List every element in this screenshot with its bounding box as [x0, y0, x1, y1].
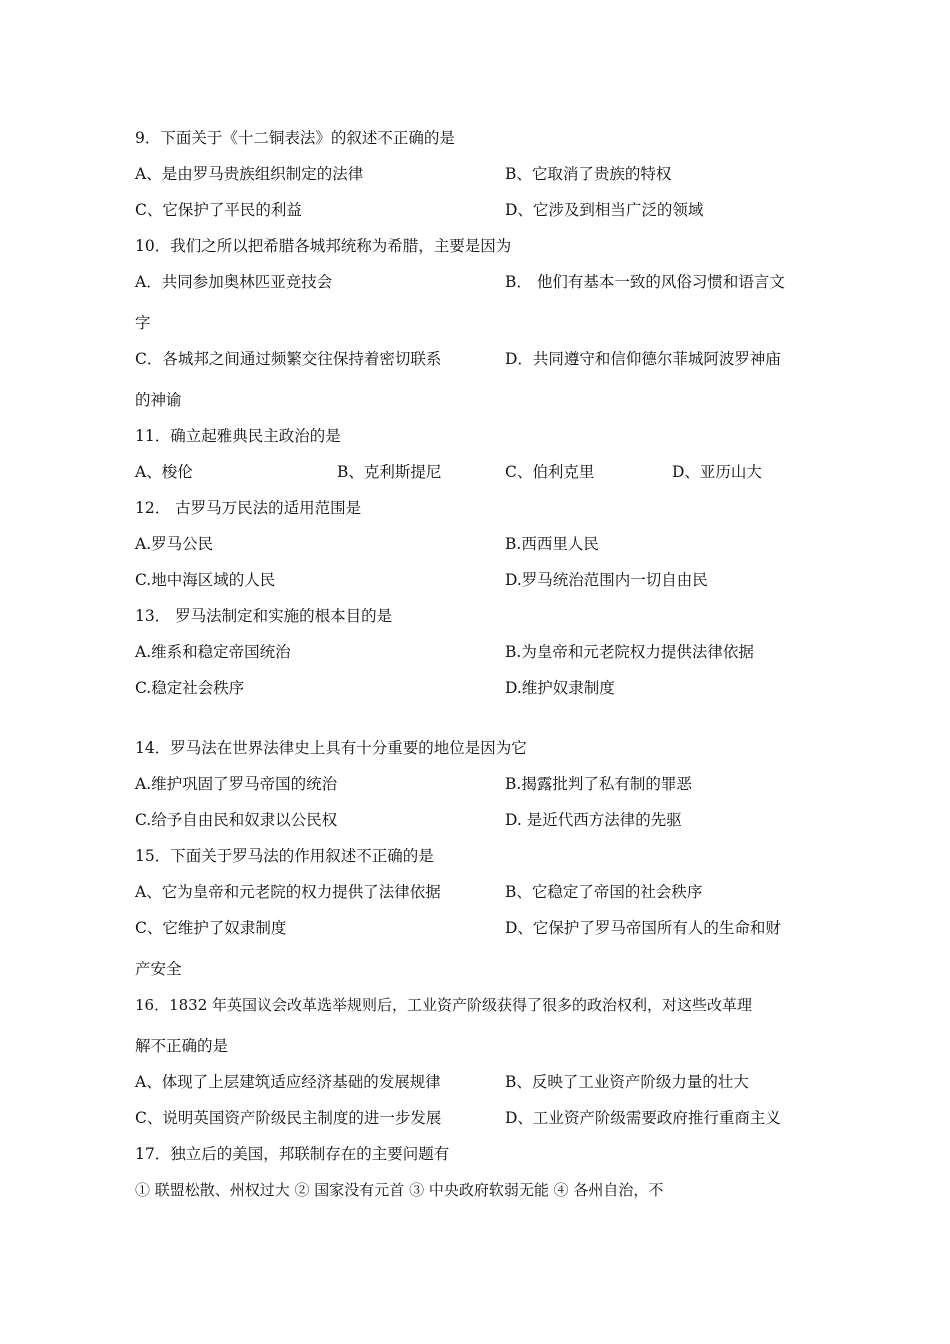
- question-11-option-d: D、亚历山大: [672, 463, 762, 481]
- question-16-option-b: B、反映了工业资产阶级力量的壮大: [505, 1073, 749, 1091]
- question-17-items: ① 联盟松散、州权过大 ② 国家没有元首 ③ 中央政府软弱无能 ④ 各州自治，不: [135, 1181, 664, 1199]
- question-17-stem: 17．独立后的美国，邦联制存在的主要问题有: [135, 1145, 450, 1163]
- question-14-option-b: B.揭露批判了私有制的罪恶: [505, 775, 692, 793]
- question-11-option-a: A、梭伦: [135, 463, 193, 481]
- question-11-stem: 11．确立起雅典民主政治的是: [135, 427, 341, 445]
- question-10-option-b: B． 他们有基本一致的风俗习惯和语言文: [505, 273, 785, 291]
- question-15-option-d-continued: 产安全: [135, 960, 182, 978]
- question-12-stem: 12． 古罗马万民法的适用范围是: [135, 499, 362, 517]
- question-9-option-b: B、它取消了贵族的特权: [505, 165, 672, 183]
- question-9-stem: 9．下面关于《十二铜表法》的叙述不正确的是: [135, 129, 455, 147]
- question-11-option-c: C、伯利克里: [505, 463, 595, 481]
- question-14-option-c: C.给予自由民和奴隶以公民权: [135, 811, 338, 829]
- question-16-stem: 16．1832 年英国议会改革选举规则后，工业资产阶级获得了很多的政治权利，对这些改革理: [135, 996, 753, 1014]
- question-13-option-a: A.维系和稳定帝国统治: [135, 643, 291, 661]
- question-13-option-d: D.维护奴隶制度: [505, 679, 615, 697]
- question-15-option-a: A、它为皇帝和元老院的权力提供了法律依据: [135, 883, 441, 901]
- question-15-option-b: B、它稳定了帝国的社会秩序: [505, 883, 703, 901]
- question-10-option-d: D．共同遵守和信仰德尔菲城阿波罗神庙: [505, 350, 781, 368]
- question-9-option-a: A、是由罗马贵族组织制定的法律: [135, 165, 364, 183]
- question-12-option-c: C.地中海区域的人民: [135, 571, 276, 589]
- question-13-option-b: B.为皇帝和元老院权力提供法律依据: [505, 643, 754, 661]
- question-16-stem-continued: 解不正确的是: [135, 1037, 229, 1055]
- question-16-option-d: D、工业资产阶级需要政府推行重商主义: [505, 1109, 781, 1127]
- question-10-option-b-continued: 字: [135, 314, 151, 332]
- question-13-stem: 13． 罗马法制定和实施的根本目的是: [135, 607, 393, 625]
- question-10-stem: 10．我们之所以把希腊各城邦统称为希腊，主要是因为: [135, 237, 512, 255]
- question-10-option-a: A．共同参加奥林匹亚竞技会: [135, 273, 333, 291]
- question-11-option-b: B、克利斯提尼: [337, 463, 442, 481]
- question-12-option-d: D.罗马统治范围内一切自由民: [505, 571, 708, 589]
- question-14-option-d: D. 是近代西方法律的先驱: [505, 811, 682, 829]
- question-12-option-a: A.罗马公民: [135, 535, 214, 553]
- question-15-stem: 15．下面关于罗马法的作用叙述不正确的是: [135, 847, 434, 865]
- question-16-option-c: C、说明英国资产阶级民主制度的进一步发展: [135, 1109, 442, 1127]
- question-12-option-b: B.西西里人民: [505, 535, 599, 553]
- question-14-option-a: A.维护巩固了罗马帝国的统治: [135, 775, 338, 793]
- question-10-option-c: C．各城邦之间通过频繁交往保持着密切联系: [135, 350, 442, 368]
- question-13-option-c: C.稳定社会秩序: [135, 679, 245, 697]
- question-16-option-a: A、体现了上层建筑适应经济基础的发展规律: [135, 1073, 441, 1091]
- question-14-stem: 14．罗马法在世界法律史上具有十分重要的地位是因为它: [135, 739, 527, 757]
- question-15-option-c: C、它维护了奴隶制度: [135, 919, 287, 937]
- question-9-option-c: C、它保护了平民的利益: [135, 201, 302, 219]
- question-15-option-d: D、它保护了罗马帝国所有人的生命和财: [505, 919, 781, 937]
- question-9-option-d: D、它涉及到相当广泛的领域: [505, 201, 704, 219]
- question-10-option-d-continued: 的神谕: [135, 391, 182, 409]
